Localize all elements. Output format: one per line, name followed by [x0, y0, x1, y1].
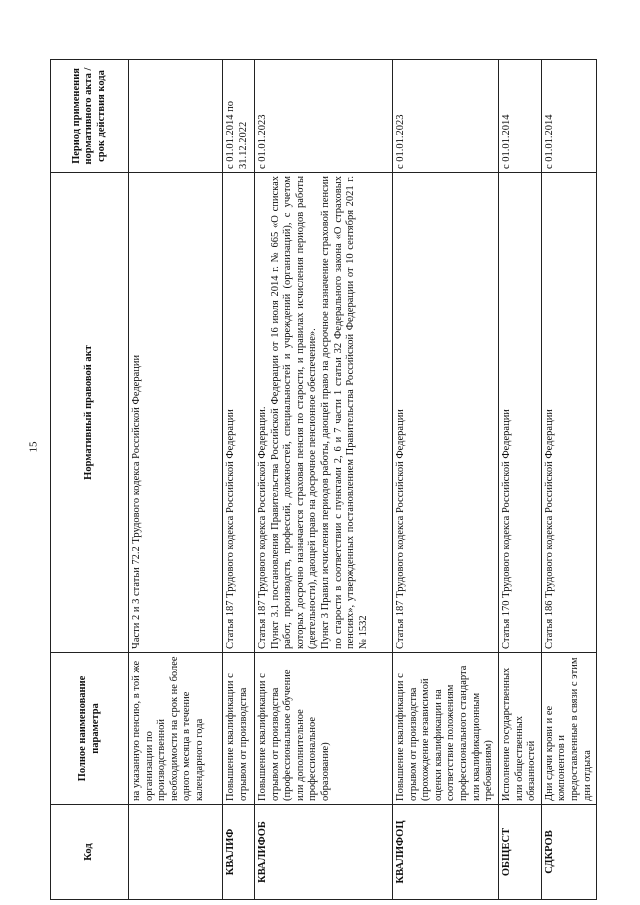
row-act — [255, 173, 393, 653]
row-name: Повышение квалификации с отрывом от производства (профессиональное обучение или дополнительное профессиональное образование) — [255, 653, 393, 805]
row-period — [129, 60, 223, 173]
table-row — [223, 60, 255, 900]
row-code: КВАЛИФ — [223, 805, 255, 900]
act-paragraph: Статья 187 Трудового кодекса Российской Федерации — [225, 409, 236, 649]
row-code: КВАЛИФОБ — [255, 805, 393, 900]
row-period: с 01.01.2014 — [499, 60, 542, 173]
act-paragraph: Статья 186 Трудового кодекса Российской Федерации — [543, 409, 555, 649]
row-code: СДКРОВ — [541, 805, 596, 900]
row-name: Повышение квалификации с отрывом от производства — [223, 653, 255, 805]
page-number: 15 — [27, 441, 40, 453]
header-code: Код — [51, 805, 129, 900]
table-row — [255, 60, 393, 900]
row-name: Повышение квалификации с отрывом от производства (прохождение независимой оценки квалификации на соответствие положениям профессионального стандарта или квалификационным требованиям) — [393, 653, 499, 805]
act-paragraph: Статья 187 Трудового кодекса Российской Федерации — [395, 409, 406, 649]
row-period: с 01.01.2023 — [393, 60, 499, 173]
parameters-table — [50, 59, 597, 900]
row-name: на указанную пенсию, в той же организации по производственной необходимости на срок не более одного месяца в течение календарного года — [129, 653, 223, 805]
row-code: ОБЩЕСТ — [499, 805, 542, 900]
row-period: с 01.01.2023 — [255, 60, 393, 173]
act-paragraph: Статья 187 Трудового кодекса Российской Федерации. — [257, 406, 268, 649]
row-act — [393, 173, 499, 653]
row-name: Дни сдачи крови и ее компонентов и предоставленные в связи с этим дни отдыха — [541, 653, 596, 805]
act-paragraph: Пункт 3.1 постановления Правительства Российской Федерации от 16 июля 2014 г. № 665 «О списках работ, производств, профессий, должностей, специальностей и учреждений (организаций), с учетом которых досрочно назначается страховая пенсия по старости, и правилах исчисления периодов работы (деятельности), дающей право на досрочное пенсионное обеспечение». — [269, 176, 319, 649]
row-code — [129, 805, 223, 900]
table-row — [541, 60, 596, 900]
row-act — [223, 173, 255, 653]
row-act — [499, 173, 542, 653]
table-row — [393, 60, 499, 900]
row-act — [541, 173, 596, 653]
act-paragraph: Статья 170 Трудового кодекса Российской Федерации — [501, 409, 512, 649]
header-period: Период применения нормативного акта / срок действия кода — [51, 60, 129, 173]
table-header-row — [51, 60, 129, 900]
header-name: Полное наименование параметра — [51, 653, 129, 805]
row-name: Исполнение государственных или общественных обязанностей — [499, 653, 542, 805]
row-period: с 01.01.2014 — [541, 60, 596, 173]
row-code: КВАЛИФОЦ — [393, 805, 499, 900]
act-paragraph: Пункт 3 Правил исчисления периодов работы, дающей право на досрочное назначение страховой пенсии по старости в соответствии с пунктами 2, 6 и 7 части 1 статьи 32 Федерального закона «О страховых пенсиях», утвержденных постановлением Правительства Российской Федерации от 10 сентября 2021 г. № 1532 — [319, 176, 369, 649]
rotated-page-content — [50, 60, 593, 900]
table-row — [129, 60, 223, 900]
row-act — [129, 173, 223, 653]
row-period: с 01.01.2014 по 31.12.2022 — [223, 60, 255, 173]
table-row — [499, 60, 542, 900]
act-paragraph: Части 2 и 3 статьи 72.2 Трудового кодекса Российской Федерации — [131, 354, 142, 649]
header-act: Нормативный правовой акт — [51, 173, 129, 653]
